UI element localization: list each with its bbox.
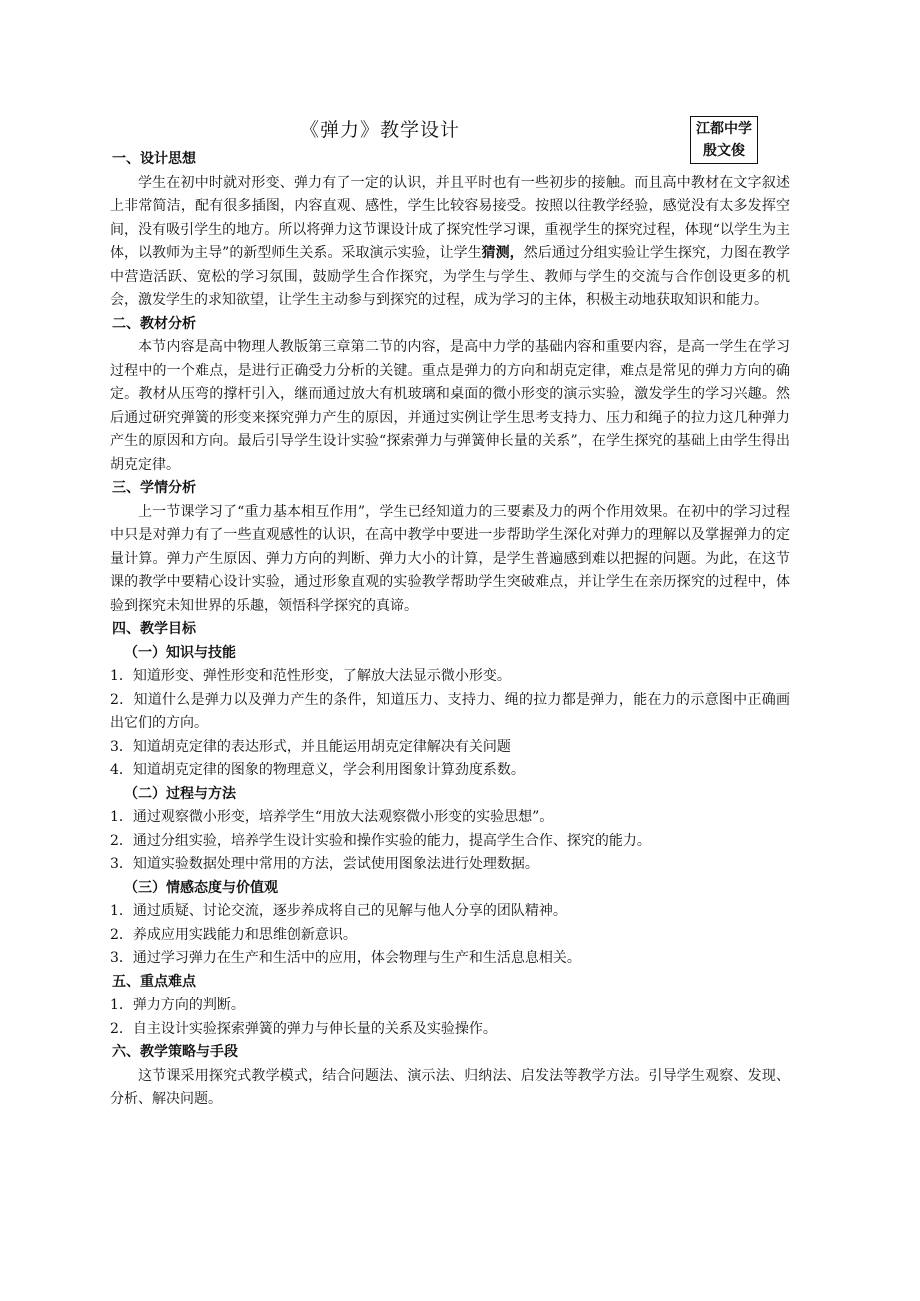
author-name: 殷文俊 (703, 143, 745, 159)
document-title: 《弹力》教学设计 (300, 119, 461, 141)
list-item: 3．知道胡克定律的表达形式，并且能运用胡克定律解决有关问题 (110, 738, 511, 755)
author-school: 江都中学 (696, 121, 752, 137)
list-item: 2．知道什么是弹力以及弹力产生的条件，知道压力、支持力、绳的拉力都是弹力，能在力的示意图中正确画出它们的方向。 (110, 691, 790, 731)
list-item: 1．弹力方向的判断。 (110, 997, 245, 1013)
student-analysis-paragraph: 上一节课学习了“重力基本相互作用”，学生已经知道力的三要素及力的两个作用效果。在初中的学习过程中只是对弹力有了一些直观感性的认识，在高中教学中要进一步帮助学生深化对弹力的理解以及掌握弹力的定量计算。弹力产生原因、弹力方向的判断、弹力大小的计算，是学生普遍感到难以把握的问题。为此，在这节课的教学中要精心设计实验，通过形象直观的实验教学帮助学生突破难点，并让学生在亲历探究的过程中，体验到探究未知世界的乐趣，领悟科学探究的真谛。 (110, 503, 790, 614)
author-box (690, 116, 758, 164)
section-heading-student-analysis: 三、学情分析 (112, 480, 196, 496)
list-item: 4．知道胡克定律的图象的物理意义，学会利用图象计算劲度系数。 (110, 762, 525, 778)
section-heading-key-points: 五、重点难点 (112, 973, 196, 990)
document-page (110, 112, 790, 1112)
subheading-emotion-values: （三）情感态度与价值观 (124, 879, 278, 896)
subheading-process-methods: （二）过程与方法 (124, 785, 236, 802)
textbook-analysis-paragraph: 本节内容是高中物理人教版第三章第二节的内容，是高中力学的基础内容和重要内容，是高一学生在学习过程中的一个难点，是进行正确受力分析的关键。重点是弹力的方向和胡克定律，难点是常见的弹力方向的确定。教材从压弯的撑杆引入，继而通过放大有机玻璃和桌面的微小形变的演示实验，激发学生的学习兴趣。然后通过研究弹簧的形变来探究弹力产生的原因，并通过实例让学生思考支持力、压力和绳子的拉力这几种弹力产生的原因和方向。最后引导学生设计实验“探索弹力与弹簧伸长量的关系”，在学生探究的基础上由学生得出胡克定律。 (110, 339, 790, 473)
design-idea-text-b: 然后通过分组实验让学生探究，力图在教学中营造活跃、宽松的学习氛围，鼓励学生合作探究，为学生与学生、教师与学生的交流与合作创设更多的机会，激发学生的求知欲望，让学生主动参与到探究的过程，成为学习的主体，积极主动地获取知识和能力。 (110, 245, 791, 308)
section-heading-textbook-analysis: 二、教材分析 (112, 315, 196, 332)
list-item: 2．通过分组实验，培养学生设计实验和操作实验的能力，提高学生合作、探究的能力。 (110, 832, 651, 849)
section-heading-teaching-goals: 四、教学目标 (112, 621, 196, 637)
teaching-strategy-paragraph: 这节课采用探究式教学模式，结合问题法、演示法、归纳法、启发法等教学方法。引导学生观察、发现、分析、解决问题。 (110, 1067, 790, 1107)
list-item: 1．知道形变、弹性形变和范性形变，了解放大法显示微小形变。 (110, 668, 511, 684)
section-heading-design-idea: 一、设计思想 (112, 151, 196, 167)
list-item: 3．通过学习弹力在生产和生活中的应用，体会物理与生产和生活息息相关。 (110, 950, 581, 966)
design-idea-text-bold: 猜测， (481, 245, 524, 261)
design-idea-paragraph (110, 172, 790, 313)
list-item: 2．自主设计实验探索弹簧的弹力与伸长量的关系及实验操作。 (110, 1020, 497, 1037)
list-item: 3．知道实验数据处理中常用的方法，尝试使用图象法进行处理数据。 (110, 856, 539, 872)
list-item: 1．通过观察微小形变，培养学生“用放大法观察微小形变的实验思想”。 (110, 809, 554, 825)
subheading-knowledge-skills: （一）知识与技能 (124, 644, 236, 661)
section-heading-teaching-strategy: 六、教学策略与手段 (112, 1044, 238, 1060)
list-item: 1．通过质疑、讨论交流，逐步养成将自己的见解与他人分享的团队精神。 (110, 903, 567, 919)
list-item: 2．养成应用实践能力和思维创新意识。 (110, 926, 357, 943)
design-idea-text-a: 学生在初中时就对形变、弹力有了一定的认识，并且平时也有一些初步的接触。而且高中教材在文字叙述上非常简洁，配有很多插图，内容直观、感性，学生比较容易接受。按照以往教学经验，感觉没有太多发挥空间，没有吸引学生的地方。所以将弹力这节课设计成了探究性学习课，重视学生的探究过程，体现“以学生为主体，以教师为主导”的新型师生关系。采取演示实验，让学生 (110, 174, 790, 261)
